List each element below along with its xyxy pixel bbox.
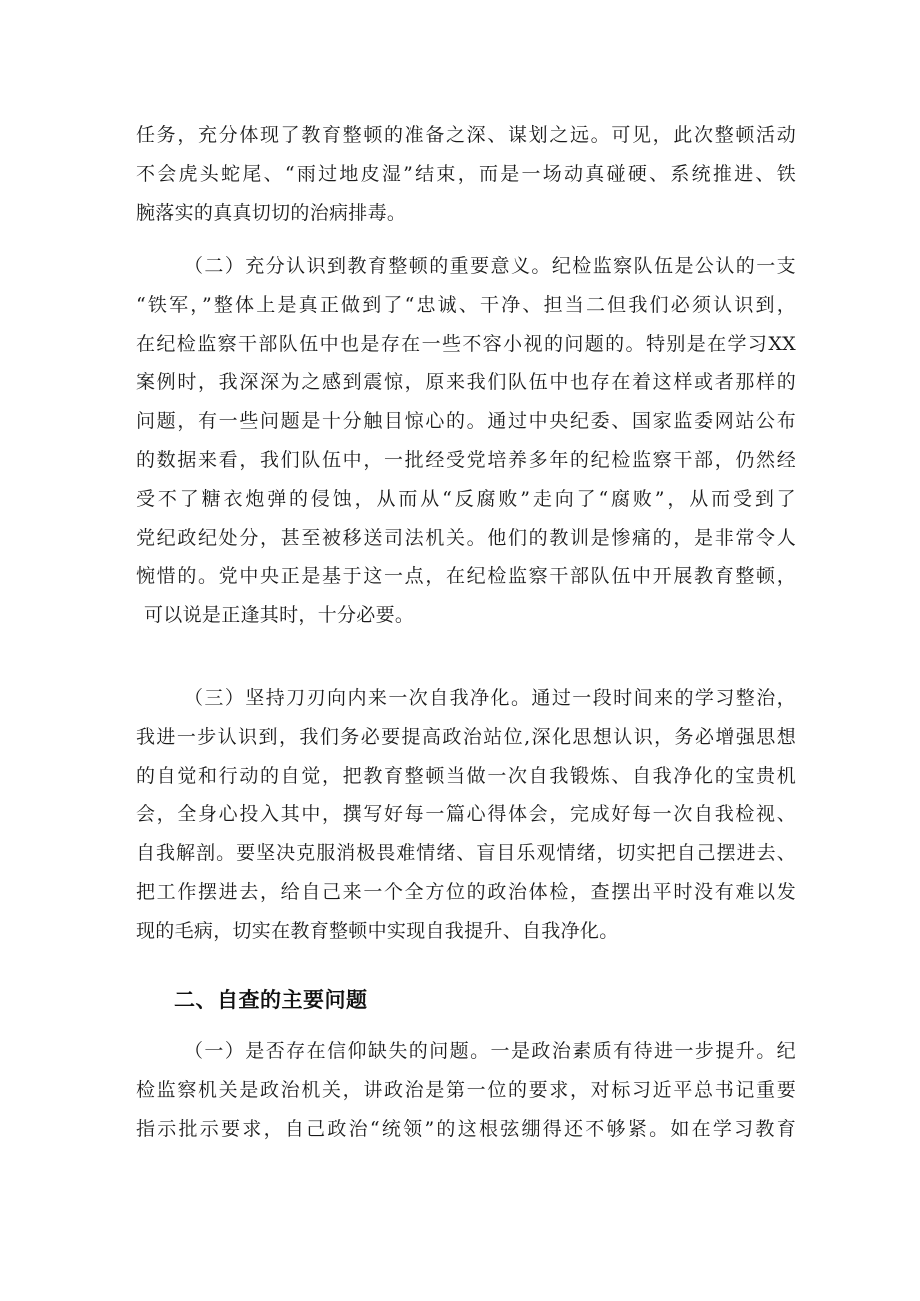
section-heading: 二、自查的主要问题 xyxy=(174,988,368,1012)
text-line: 检监察机关是政治机关，讲政治是第一位的要求，对标习近平总书记重要 xyxy=(136,1078,796,1101)
text-line: （三）坚持刀刃向内来一次自我净化。通过一段时间来的学习整治， xyxy=(184,687,796,709)
text-line: 把工作摆进去，给自己来一个全方位的政治体检，查摆出平时没有难以发 xyxy=(136,880,796,903)
text-line: 党纪政纪处分，甚至被移送司法机关。他们的教训是惨痛的，是非常令人 xyxy=(136,526,796,549)
text-line: 可以说是正逢其时，十分必要。 xyxy=(144,604,415,627)
text-line: 不会虎头蛇尾、“雨过地皮湿”结束，而是一场动真碰硬、系统推进、铁 xyxy=(136,162,796,185)
text-line: 问题，有一些问题是十分触目惊心的。通过中央纪委、国家监委网站公布 xyxy=(136,410,796,433)
text-line: （二）充分认识到教育整顿的重要意义。纪检监察队伍是公认的一支 xyxy=(184,255,796,277)
paragraph-significance xyxy=(136,247,796,635)
paragraph-task-summary xyxy=(136,116,796,232)
text-line: （一）是否存在信仰缺失的问题。一是政治素质有待进一步提升。纪 xyxy=(184,1040,796,1062)
paragraph-faith-problem xyxy=(136,1032,796,1148)
text-line: 现的毛病，切实在教育整顿中实现自我提升、自我净化。 xyxy=(136,919,619,942)
text-line: 案例时，我深深为之感到震惊，原来我们队伍中也存在着这样或者那样的 xyxy=(136,371,796,394)
text-line: 的自觉和行动的自觉，把教育整顿当做一次自我锻炼、自我净化的宝贵机 xyxy=(136,764,796,787)
text-line: 自我解剖。要坚决克服消极畏难情绪、盲目乐观情绪，切实把自己摆进去、 xyxy=(136,842,796,865)
text-line: “铁军，”整体上是真正做到了“忠诚、干净、担当二但我们必须认识到， xyxy=(136,293,796,316)
text-line: 会，全身心投入其中，撰写好每一篇心得体会，完成好每一次自我检视、 xyxy=(136,803,796,826)
text-line: 我进一步认识到，我们务必要提高政治站位,深化思想认识，务必增强思想 xyxy=(136,725,796,748)
text-line: 惋惜的。党中央正是基于这一点，在纪检监察干部队伍中开展教育整顿， xyxy=(136,565,796,588)
text-line: 的数据来看，我们队伍中，一批经受党培养多年的纪检监察干部，仍然经 xyxy=(136,448,796,471)
text-line: 在纪检监察干部队伍中也是存在一些不容小视的问题的。特别是在学习XX xyxy=(136,332,796,355)
paragraph-self-purification xyxy=(136,679,796,951)
text-line: 腕落实的真真切切的治病排毒。 xyxy=(136,201,407,224)
text-line: 指示批示要求，自己政治“统领”的这根弦绷得还不够紧。如在学习教育 xyxy=(136,1117,796,1140)
text-line: 任务，充分体现了教育整顿的准备之深、谋划之远。可见，此次整顿活动 xyxy=(136,124,796,146)
text-line: 受不了糖衣炮弹的侵蚀，从而从“反腐败”走向了“腐败”，从而受到了 xyxy=(136,487,796,510)
